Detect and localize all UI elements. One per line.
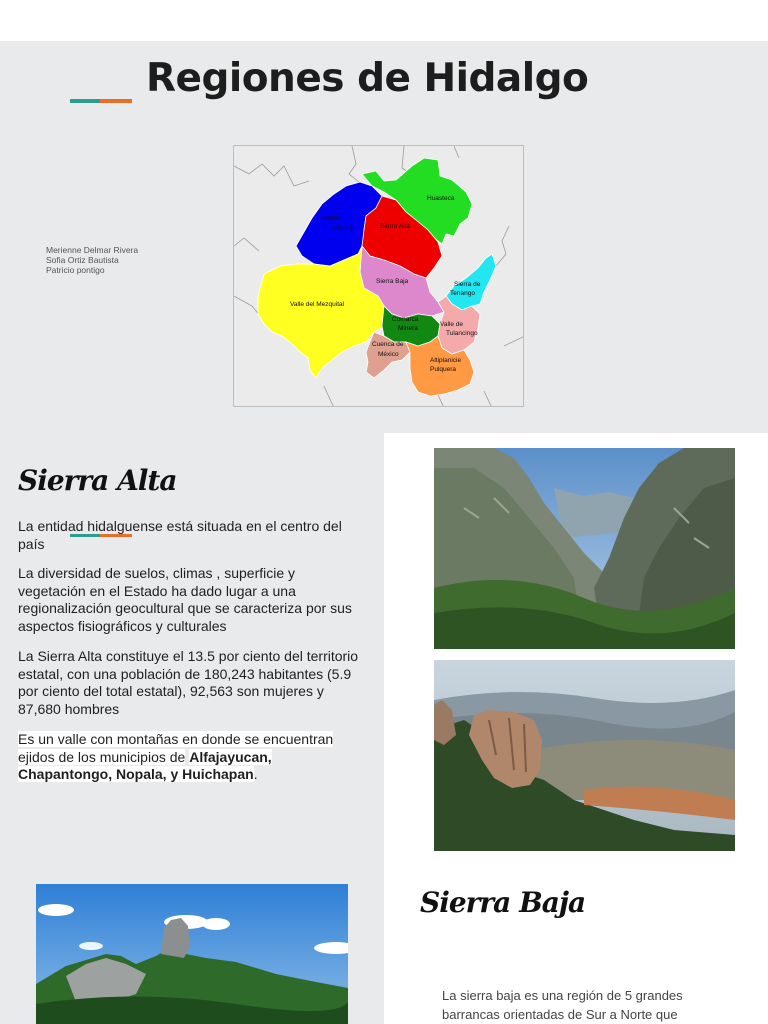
- label-tulancingo-1: Valle de: [440, 321, 464, 328]
- label-altiplanicie-1: Altiplanicie: [430, 357, 462, 364]
- paragraph-2: La diversidad de suelos, climas , superficie y vegetación en el Estado ha dado lugar a una regionalización geocultural que se caracteriza por sus aspectos fisiográficos y culturales: [18, 565, 352, 634]
- neighbor-border: [324, 386, 334, 407]
- authors-list: [46, 245, 138, 275]
- label-altiplanicie-2: Pulquera: [430, 366, 457, 373]
- regions-map: [233, 145, 524, 407]
- sierra-alta-rock-photo: [434, 660, 735, 851]
- neighbor-border: [454, 146, 459, 158]
- label-cuenca-1: Cuenca de: [372, 341, 404, 348]
- peak-photo-svg: [36, 884, 348, 1024]
- sierra-alta-canyon-photo: [434, 448, 735, 649]
- paragraph-4-intro: Es un valle con montañas en donde se encuentran ejidos de los municipios de: [18, 731, 334, 765]
- paragraph-4-end: .: [253, 766, 258, 782]
- page-title: Regiones de Hidalgo: [146, 56, 589, 101]
- label-comarca-1: Comarca: [392, 316, 419, 323]
- title-slide: [0, 41, 768, 433]
- label-sierra-alta: Sierra Alta: [380, 223, 410, 230]
- rock-photo-svg: [434, 660, 735, 851]
- label-sierra-gorda-2: Gorda: [334, 225, 353, 232]
- label-mezquital: Valle del Mezquital: [290, 301, 345, 308]
- sierra-baja-text: La sierra baja es una región de 5 grandes barrancas orientadas de Sur a Norte que: [442, 988, 683, 1022]
- label-tenango-1: Sierra de: [454, 281, 481, 288]
- label-comarca-2: Minera: [398, 325, 418, 332]
- paragraph-1: La entidad hidalguense está situada en el centro del país: [18, 518, 342, 552]
- sierra-alta-title: Sierra Alta: [18, 464, 177, 497]
- label-tulancingo-2: Tulancingo: [446, 330, 478, 337]
- label-cuenca-2: México: [378, 351, 399, 358]
- accent-bar-teal: [70, 99, 100, 103]
- neighbor-border: [496, 226, 509, 266]
- canyon-photo-svg: [434, 448, 735, 649]
- paragraph-3: La Sierra Alta constituye el 13.5 por ciento del territorio estatal, con una población de 180,243 habitantes (5.9 por ciento del total estatal), 92,563 son mujeres y 87,680 hombres: [18, 648, 359, 717]
- author-2: Sofia Ortiz Bautista: [46, 255, 119, 265]
- label-huasteca: Huasteca: [427, 195, 455, 202]
- neighbor-border: [349, 146, 359, 182]
- paragraph-4-municipios: Alfajayucan, Chapantongo, Nopala, y Huichapan: [18, 748, 272, 782]
- sierra-baja-title: Sierra Baja: [420, 886, 586, 919]
- sierra-baja-peak-photo: [36, 884, 348, 1024]
- label-sierra-baja: Sierra Baja: [376, 278, 409, 285]
- author-3: Patricio pontigo: [46, 265, 105, 275]
- neighbor-border: [234, 238, 259, 251]
- hidalgo-map-svg: [234, 146, 524, 407]
- label-tenango-2: Tenango: [450, 290, 475, 297]
- paragraph-4: [18, 731, 363, 784]
- accent-bar-orange: [100, 99, 132, 103]
- neighbor-border: [504, 336, 524, 346]
- label-sierra-gorda-1: Sierra: [322, 215, 340, 222]
- author-1: Merienne Delmar Rivera: [46, 245, 139, 255]
- neighbor-border: [234, 164, 309, 186]
